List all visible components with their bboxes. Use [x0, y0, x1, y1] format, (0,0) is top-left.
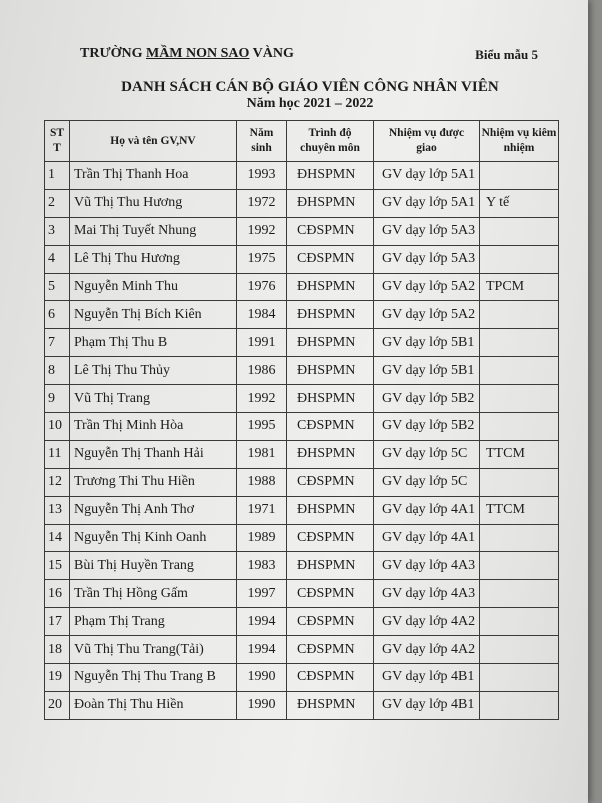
cell-extra-duty	[480, 468, 559, 496]
cell-stt: 4	[45, 245, 70, 273]
table-row	[45, 357, 559, 385]
cell-extra-duty	[480, 608, 559, 636]
cell-extra-duty	[480, 413, 559, 441]
cell-year: 1976	[237, 273, 287, 301]
column-header-stt: ST T	[45, 121, 70, 162]
cell-stt: 2	[45, 189, 70, 217]
table-row	[45, 691, 559, 719]
cell-year: 1981	[237, 440, 287, 468]
cell-task: GV dạy lớp 5A3	[374, 245, 480, 273]
cell-stt: 8	[45, 357, 70, 385]
cell-extra-duty: Y tế	[480, 189, 559, 217]
cell-name: Nguyễn Thị Thanh Hải	[70, 440, 237, 468]
cell-task: GV dạy lớp 4A2	[374, 636, 480, 664]
cell-task: GV dạy lớp 4B1	[374, 691, 480, 719]
cell-extra-duty	[480, 217, 559, 245]
cell-task: GV dạy lớp 4B1	[374, 664, 480, 692]
cell-qualification: CĐSPMN	[287, 580, 374, 608]
table-row	[45, 468, 559, 496]
cell-name: Bùi Thị Huyền Trang	[70, 552, 237, 580]
table-row	[45, 162, 559, 190]
table-row	[45, 580, 559, 608]
cell-year: 1990	[237, 691, 287, 719]
cell-qualification: CĐSPMN	[287, 468, 374, 496]
cell-year: 1971	[237, 496, 287, 524]
column-header-year: Năm sinh	[237, 121, 287, 162]
cell-extra-duty	[480, 580, 559, 608]
cell-name: Nguyễn Minh Thu	[70, 273, 237, 301]
cell-task: GV dạy lớp 4A3	[374, 552, 480, 580]
cell-qualification: CĐSPMN	[287, 664, 374, 692]
table-row	[45, 329, 559, 357]
cell-name: Trần Thị Hồng Gấm	[70, 580, 237, 608]
cell-task: GV dạy lớp 5A1	[374, 162, 480, 190]
cell-stt: 18	[45, 636, 70, 664]
table-row	[45, 301, 559, 329]
cell-extra-duty: TPCM	[480, 273, 559, 301]
table-row	[45, 496, 559, 524]
cell-name: Trần Thị Minh Hòa	[70, 413, 237, 441]
cell-qualification: ĐHSPMN	[287, 440, 374, 468]
cell-qualification: ĐHSPMN	[287, 691, 374, 719]
cell-year: 1997	[237, 580, 287, 608]
school-name	[80, 46, 294, 62]
cell-name: Mai Thị Tuyết Nhung	[70, 217, 237, 245]
table-row	[45, 273, 559, 301]
cell-stt: 17	[45, 608, 70, 636]
table-header-row	[45, 121, 559, 162]
cell-task: GV dạy lớp 5B2	[374, 413, 480, 441]
cell-year: 1983	[237, 552, 287, 580]
cell-extra-duty: TTCM	[480, 496, 559, 524]
document-subtitle: Năm học 2021 – 2022	[246, 96, 374, 111]
table-row	[45, 440, 559, 468]
cell-extra-duty	[480, 162, 559, 190]
cell-qualification: ĐHSPMN	[287, 329, 374, 357]
cell-stt: 5	[45, 273, 70, 301]
table-row	[45, 608, 559, 636]
cell-extra-duty	[480, 357, 559, 385]
cell-year: 1990	[237, 664, 287, 692]
cell-qualification: CĐSPMN	[287, 245, 374, 273]
cell-task: GV dạy lớp 5C	[374, 468, 480, 496]
cell-qualification: ĐHSPMN	[287, 273, 374, 301]
cell-extra-duty	[480, 524, 559, 552]
cell-qualification: ĐHSPMN	[287, 189, 374, 217]
cell-year: 1993	[237, 162, 287, 190]
cell-task: GV dạy lớp 5A2	[374, 301, 480, 329]
cell-stt: 11	[45, 440, 70, 468]
school-prefix: TRƯỜNG	[80, 46, 146, 61]
school-suffix: VÀNG	[249, 46, 294, 61]
table-row	[45, 552, 559, 580]
cell-qualification: ĐHSPMN	[287, 162, 374, 190]
cell-stt: 10	[45, 413, 70, 441]
cell-task: GV dạy lớp 5B1	[374, 357, 480, 385]
cell-name: Trương Thi Thu Hiền	[70, 468, 237, 496]
cell-stt: 9	[45, 385, 70, 413]
cell-task: GV dạy lớp 5B1	[374, 329, 480, 357]
cell-name: Phạm Thị Trang	[70, 608, 237, 636]
table-row	[45, 524, 559, 552]
cell-extra-duty	[480, 329, 559, 357]
cell-qualification: CĐSPMN	[287, 636, 374, 664]
cell-stt: 6	[45, 301, 70, 329]
cell-year: 1972	[237, 189, 287, 217]
cell-name: Lê Thị Thu Hương	[70, 245, 237, 273]
table-row	[45, 413, 559, 441]
cell-qualification: ĐHSPMN	[287, 496, 374, 524]
cell-name: Phạm Thị Thu B	[70, 329, 237, 357]
cell-qualification: CĐSPMN	[287, 413, 374, 441]
cell-stt: 13	[45, 496, 70, 524]
cell-extra-duty	[480, 691, 559, 719]
cell-name: Đoàn Thị Thu Hiền	[70, 691, 237, 719]
document-title: DANH SÁCH CÁN BỘ GIÁO VIÊN CÔNG NHÂN VIÊN	[121, 79, 499, 95]
cell-task: GV dạy lớp 5A1	[374, 189, 480, 217]
cell-stt: 12	[45, 468, 70, 496]
cell-extra-duty	[480, 245, 559, 273]
cell-name: Lê Thị Thu Thủy	[70, 357, 237, 385]
cell-name: Trần Thị Thanh Hoa	[70, 162, 237, 190]
column-header-task: Nhiệm vụ được giao	[374, 121, 480, 162]
cell-year: 1991	[237, 329, 287, 357]
cell-name: Vũ Thị Trang	[70, 385, 237, 413]
cell-name: Nguyễn Thị Thu Trang B	[70, 664, 237, 692]
table-row	[45, 217, 559, 245]
cell-extra-duty	[480, 385, 559, 413]
cell-stt: 1	[45, 162, 70, 190]
cell-stt: 7	[45, 329, 70, 357]
cell-year: 1994	[237, 608, 287, 636]
cell-name: Vũ Thị Thu Hương	[70, 189, 237, 217]
cell-name: Nguyễn Thị Anh Thơ	[70, 496, 237, 524]
table-row	[45, 385, 559, 413]
cell-year: 1992	[237, 385, 287, 413]
cell-qualification: CĐSPMN	[287, 217, 374, 245]
column-header-extra-duty: Nhiệm vụ kiêm nhiệm	[480, 121, 559, 162]
cell-qualification: ĐHSPMN	[287, 357, 374, 385]
staff-table	[44, 120, 559, 720]
cell-year: 1994	[237, 636, 287, 664]
table-row	[45, 189, 559, 217]
cell-extra-duty	[480, 301, 559, 329]
table-row	[45, 636, 559, 664]
cell-task: GV dạy lớp 4A3	[374, 580, 480, 608]
cell-task: GV dạy lớp 5C	[374, 440, 480, 468]
form-label: Biểu mẫu 5	[475, 47, 538, 62]
cell-qualification: ĐHSPMN	[287, 301, 374, 329]
cell-qualification: CĐSPMN	[287, 524, 374, 552]
cell-year: 1988	[237, 468, 287, 496]
cell-year: 1986	[237, 357, 287, 385]
cell-year: 1995	[237, 413, 287, 441]
cell-task: GV dạy lớp 5A2	[374, 273, 480, 301]
cell-extra-duty	[480, 552, 559, 580]
cell-qualification: CĐSPMN	[287, 608, 374, 636]
cell-stt: 15	[45, 552, 70, 580]
cell-task: GV dạy lớp 5B2	[374, 385, 480, 413]
column-header-qualification: Trình độ chuyên môn	[287, 121, 374, 162]
cell-qualification: ĐHSPMN	[287, 552, 374, 580]
cell-task: GV dạy lớp 5A3	[374, 217, 480, 245]
cell-stt: 3	[45, 217, 70, 245]
cell-extra-duty	[480, 636, 559, 664]
cell-year: 1984	[237, 301, 287, 329]
cell-year: 1992	[237, 217, 287, 245]
cell-name: Nguyễn Thị Bích Kiên	[70, 301, 237, 329]
column-header-name: Họ và tên GV,NV	[70, 121, 237, 162]
cell-stt: 20	[45, 691, 70, 719]
cell-year: 1975	[237, 245, 287, 273]
cell-name: Vũ Thị Thu Trang(Tải)	[70, 636, 237, 664]
cell-extra-duty: TTCM	[480, 440, 559, 468]
cell-task: GV dạy lớp 4A2	[374, 608, 480, 636]
cell-name: Nguyễn Thị Kinh Oanh	[70, 524, 237, 552]
table-row	[45, 664, 559, 692]
cell-stt: 14	[45, 524, 70, 552]
cell-stt: 16	[45, 580, 70, 608]
school-name-underlined: MẦM NON SAO	[145, 46, 250, 61]
cell-extra-duty	[480, 664, 559, 692]
cell-year: 1989	[237, 524, 287, 552]
cell-task: GV dạy lớp 4A1	[374, 496, 480, 524]
cell-task: GV dạy lớp 4A1	[374, 524, 480, 552]
cell-qualification: ĐHSPMN	[287, 385, 374, 413]
table-row	[45, 245, 559, 273]
cell-stt: 19	[45, 664, 70, 692]
